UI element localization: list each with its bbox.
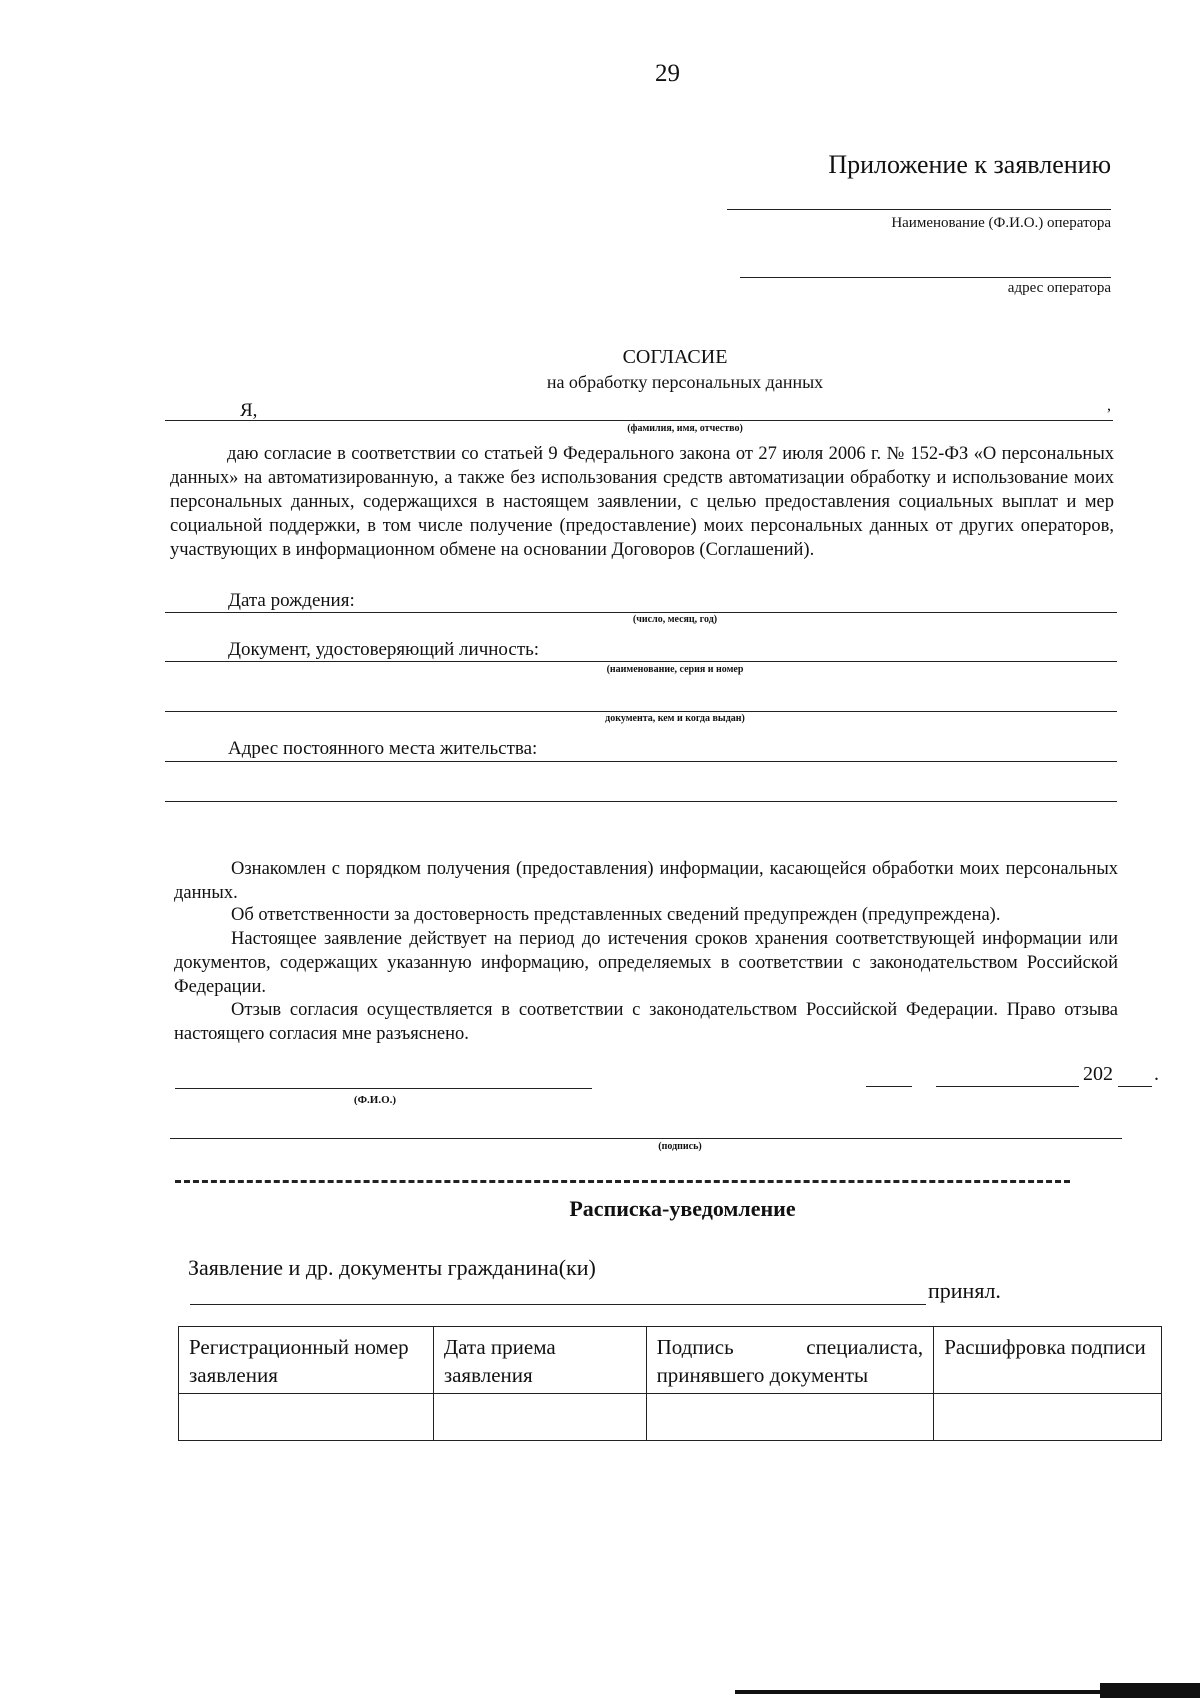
date-year-prefix: 202 [1083,1063,1113,1085]
header-specialist-signature: Подпись специалиста, принявшего документы [646,1327,934,1394]
date-year-suffix: . [1154,1063,1159,1085]
header-receive-date: Дата приема заявления [433,1327,646,1394]
receipt-title: Расписка-уведомление [569,1196,796,1221]
birth-date-caption: (число, месяц, год) [632,614,718,625]
address-line-1 [165,761,1117,762]
header-registration-number: Регистрационный номер заявления [179,1327,434,1394]
receipt-line1: Заявление и др. документы гражданина(ки) [188,1255,596,1280]
table-row [179,1394,1162,1441]
ack-paragraph-2: Об ответственности за достоверность представленных сведений предупрежден (предупреждена). [231,905,1001,925]
consent-main-text: даю согласие в соответствии со статьей 9 Федерального закона от 27 июля 2006 г. № 152-ФЗ «О персональных данных» на автоматизированную, а также без использования средств автоматизации обработку и использование моих персональных данных, содержащихся в настоящем заявлении, с целью предоставления социальных выплат и мер социальной поддержки, в том числе получение (предоставление) моих персональных данных от других операторов, участвующих в информационном обмене на основании Договоров (Соглашений). [170,444,1114,560]
table-header-row [179,1327,1162,1394]
ack-paragraph-3: Настоящее заявление действует на период до истечения сроков хранения соответствующей информации или документов, содержащих указанную информацию, определяемых в соответствии с законодательством Российской Федерации. [174,929,1118,997]
accepted-label: принял. [928,1278,1001,1303]
operator-address-caption: адрес оператора [1007,280,1111,296]
identity-document-label: Документ, удостоверяющий личность: [228,639,540,660]
fio-sign-line [175,1088,592,1089]
identity-document-caption-2: документа, кем и когда выдан) [605,713,745,724]
address-label: Адрес постоянного места жительства: [228,738,538,759]
registration-table [178,1326,1162,1441]
ack-paragraph-1: Ознакомлен с порядком получения (предоставления) информации, касающейся обработки моих персональных данных. [174,859,1118,903]
ack-paragraph-4: Отзыв согласия осуществляется в соответствии с законодательством Российской Федерации. Право отзыва настоящего согласия мне разъяснено. [174,1000,1118,1044]
operator-name-line [727,209,1111,210]
header-signature-decoding: Расшифровка подписи [934,1327,1162,1394]
appendix-title: Приложение к заявлению [828,150,1111,179]
birth-date-label: Дата рождения: [228,590,355,611]
consent-subtitle: на обработку персональных данных [546,372,824,392]
fio-sign-caption: (Ф.И.О.) [353,1094,397,1106]
address-line-2 [165,801,1117,802]
i-label: Я, [240,400,258,421]
citizen-name-line [190,1304,926,1305]
operator-name-caption: Наименование (Ф.И.О.) оператора [891,215,1111,231]
fio-line [165,420,1113,421]
date-month-line [936,1086,1079,1087]
scan-edge-mark-thick [1100,1683,1200,1698]
date-day-line [866,1086,912,1087]
cut-line [175,1180,1070,1183]
cell-registration-number[interactable] [179,1394,434,1441]
fio-comma: , [1107,397,1111,414]
fio-caption: (фамилия, имя, отчество) [627,423,743,434]
cell-signature-decoding[interactable] [934,1394,1162,1441]
signature-caption: (подпись) [658,1141,702,1152]
signature-line [170,1138,1122,1139]
operator-address-line [740,277,1111,278]
consent-title: СОГЛАСИЕ [622,346,728,368]
cell-receive-date[interactable] [433,1394,646,1441]
cell-specialist-signature[interactable] [646,1394,934,1441]
date-year-line [1118,1086,1152,1087]
identity-document-line-2 [165,711,1117,712]
birth-date-line [165,612,1117,613]
identity-document-line-1 [165,661,1117,662]
identity-document-caption-1: (наименование, серия и номер [606,664,744,675]
page-number: 29 [655,60,680,87]
